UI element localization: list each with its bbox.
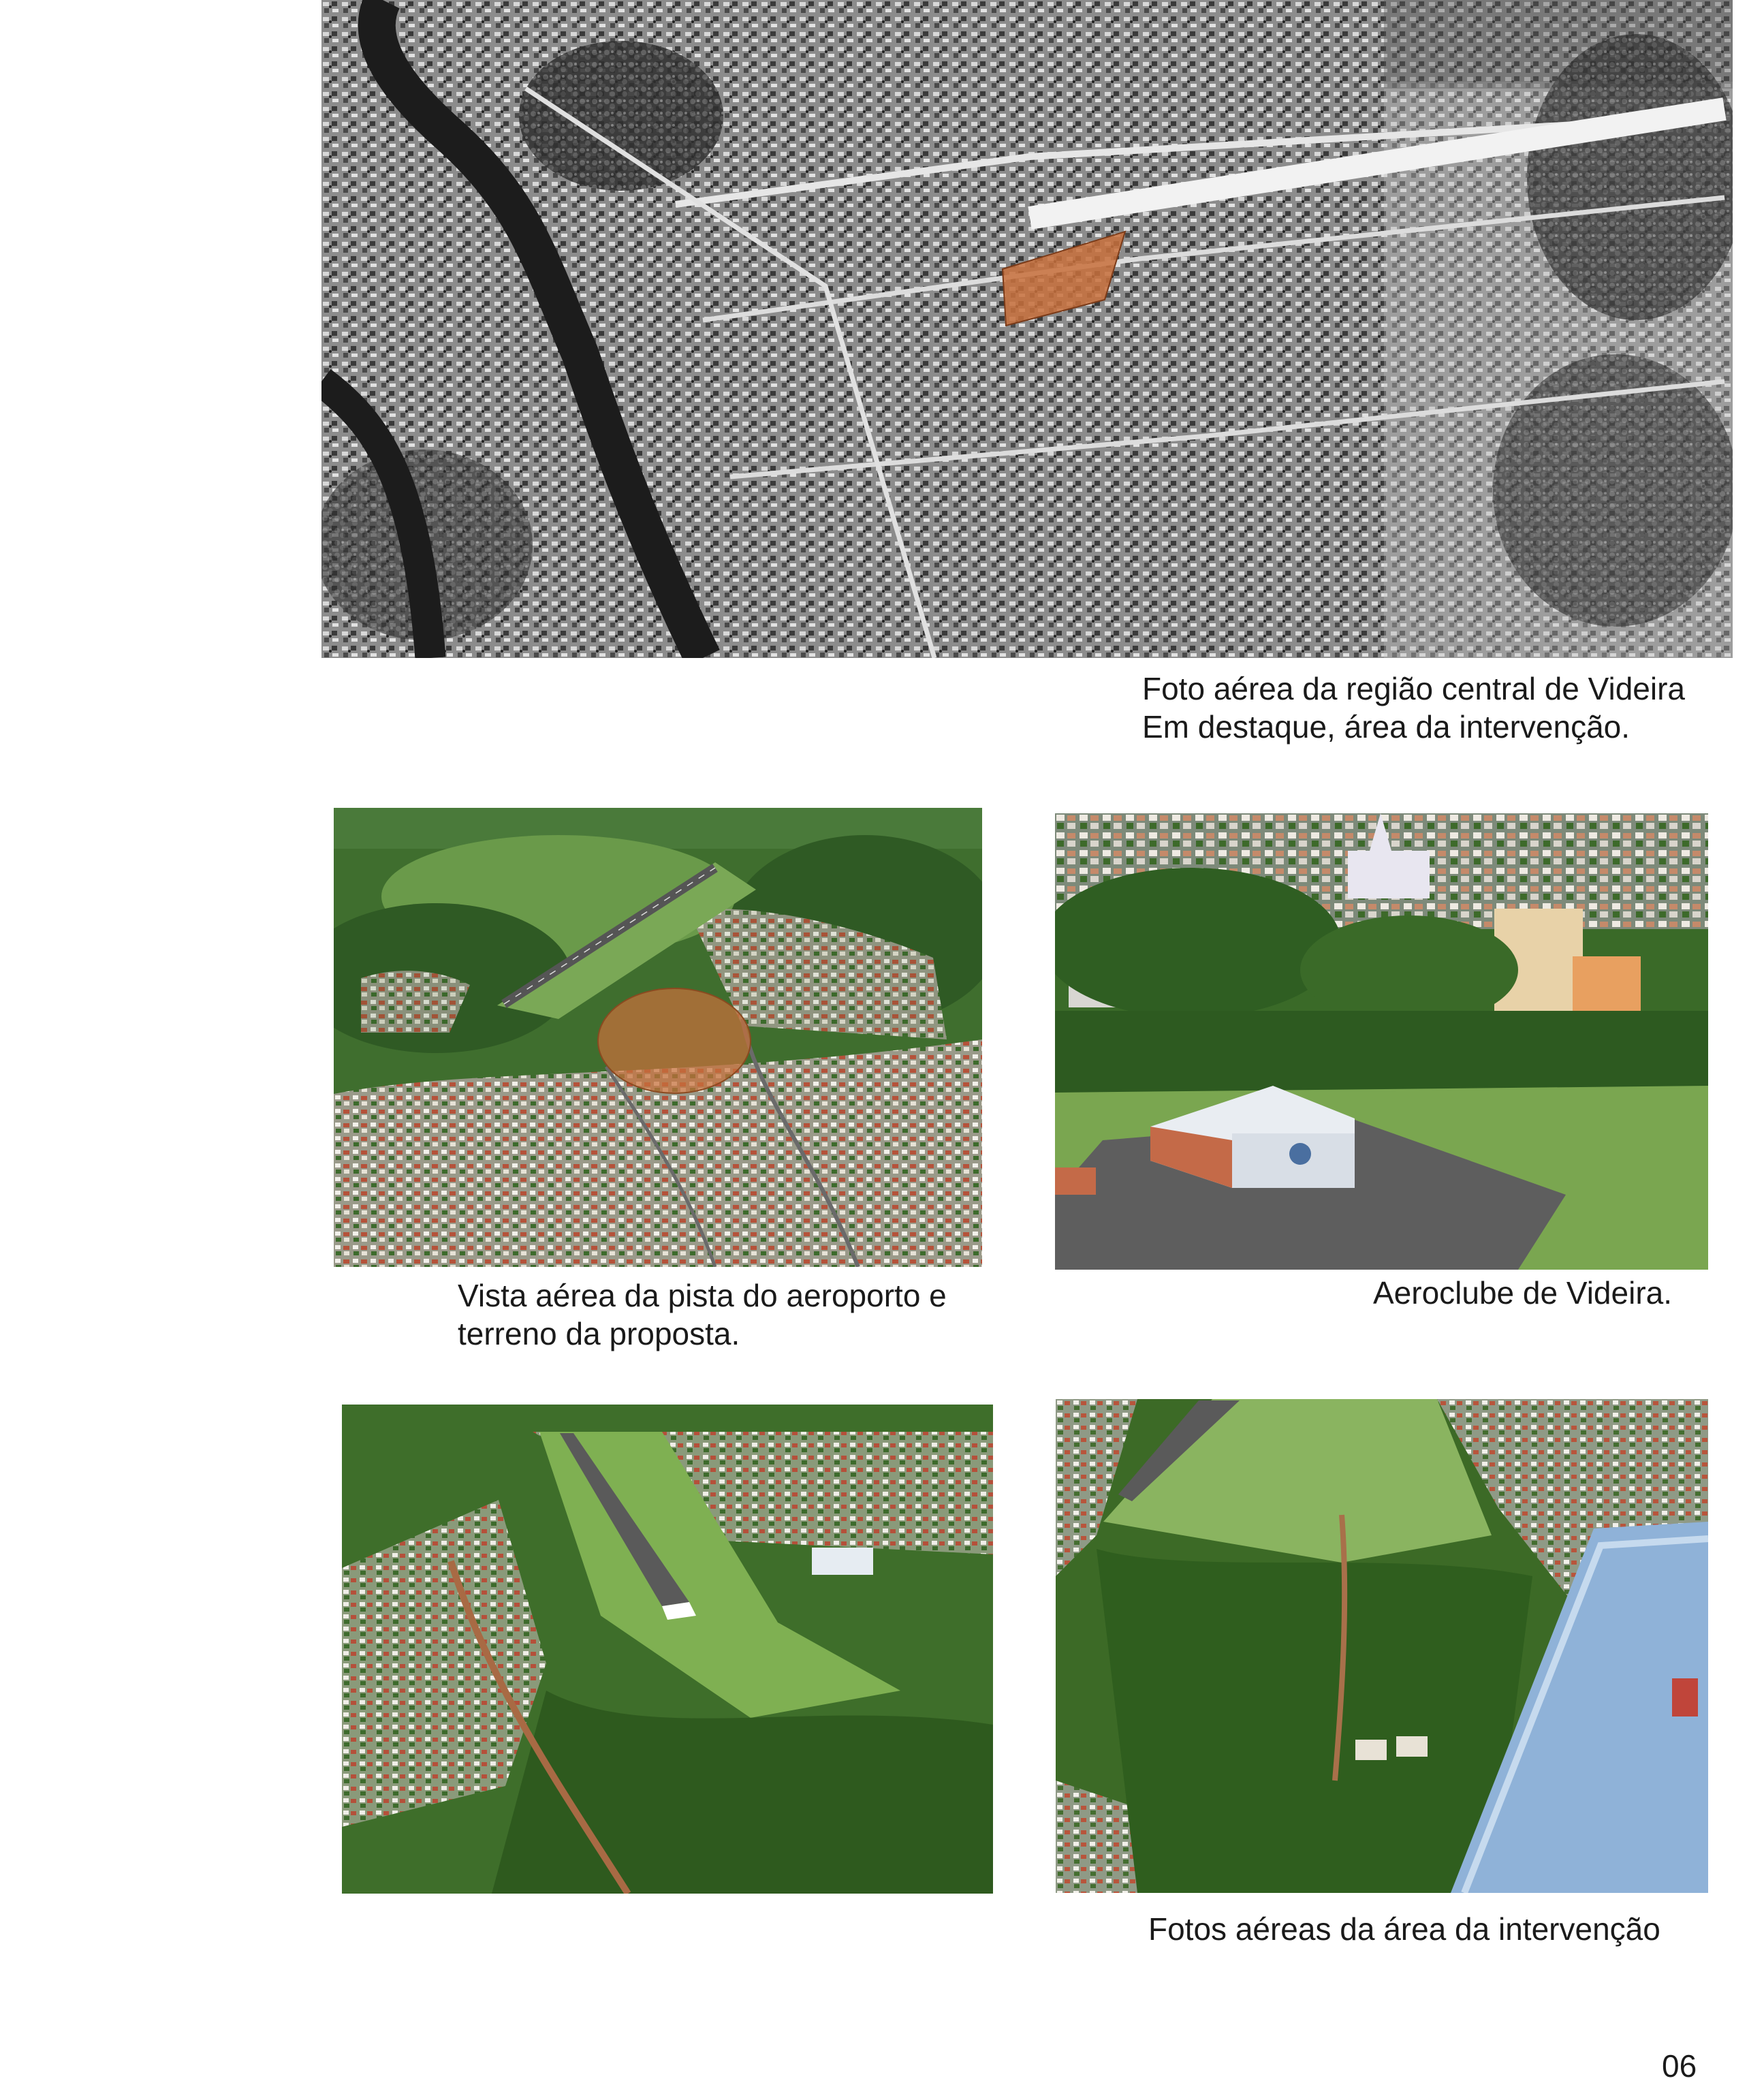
bw-aerial-caption — [1142, 670, 1685, 746]
runway-overview-svg — [334, 808, 982, 1267]
aeroclub-caption — [1373, 1274, 1672, 1312]
aeroclub-svg — [1055, 813, 1708, 1270]
bw-aerial-svg — [321, 0, 1733, 658]
page-number: 06 — [1662, 2048, 1697, 2084]
aeroclub-caption-text: Aeroclube de Videira. — [1373, 1275, 1672, 1311]
bw-aerial-photo — [321, 0, 1733, 658]
runway-low-angle-svg — [342, 1405, 993, 1894]
runway-overview-photo — [334, 808, 982, 1267]
intervention-area-svg — [1056, 1399, 1708, 1893]
runway-overview-caption — [458, 1276, 947, 1353]
proposal-site-highlight — [598, 988, 751, 1093]
runway-overview-caption-line1: Vista aérea da pista do aeroporto e — [458, 1278, 947, 1313]
runway-overview-caption-line2: terreno da proposta. — [458, 1316, 740, 1351]
bottom-pair-caption — [1148, 1910, 1660, 1948]
runway-low-angle-photo — [342, 1405, 993, 1894]
bw-aerial-caption-line2: Em destaque, área da intervenção. — [1142, 709, 1631, 744]
bw-aerial-caption-line1: Foto aérea da região central de Videira — [1142, 671, 1686, 706]
intervention-area-photo — [1056, 1399, 1708, 1893]
aeroclub-photo — [1055, 813, 1708, 1270]
bottom-pair-caption-text: Fotos aéreas da área da intervenção — [1148, 1911, 1660, 1947]
